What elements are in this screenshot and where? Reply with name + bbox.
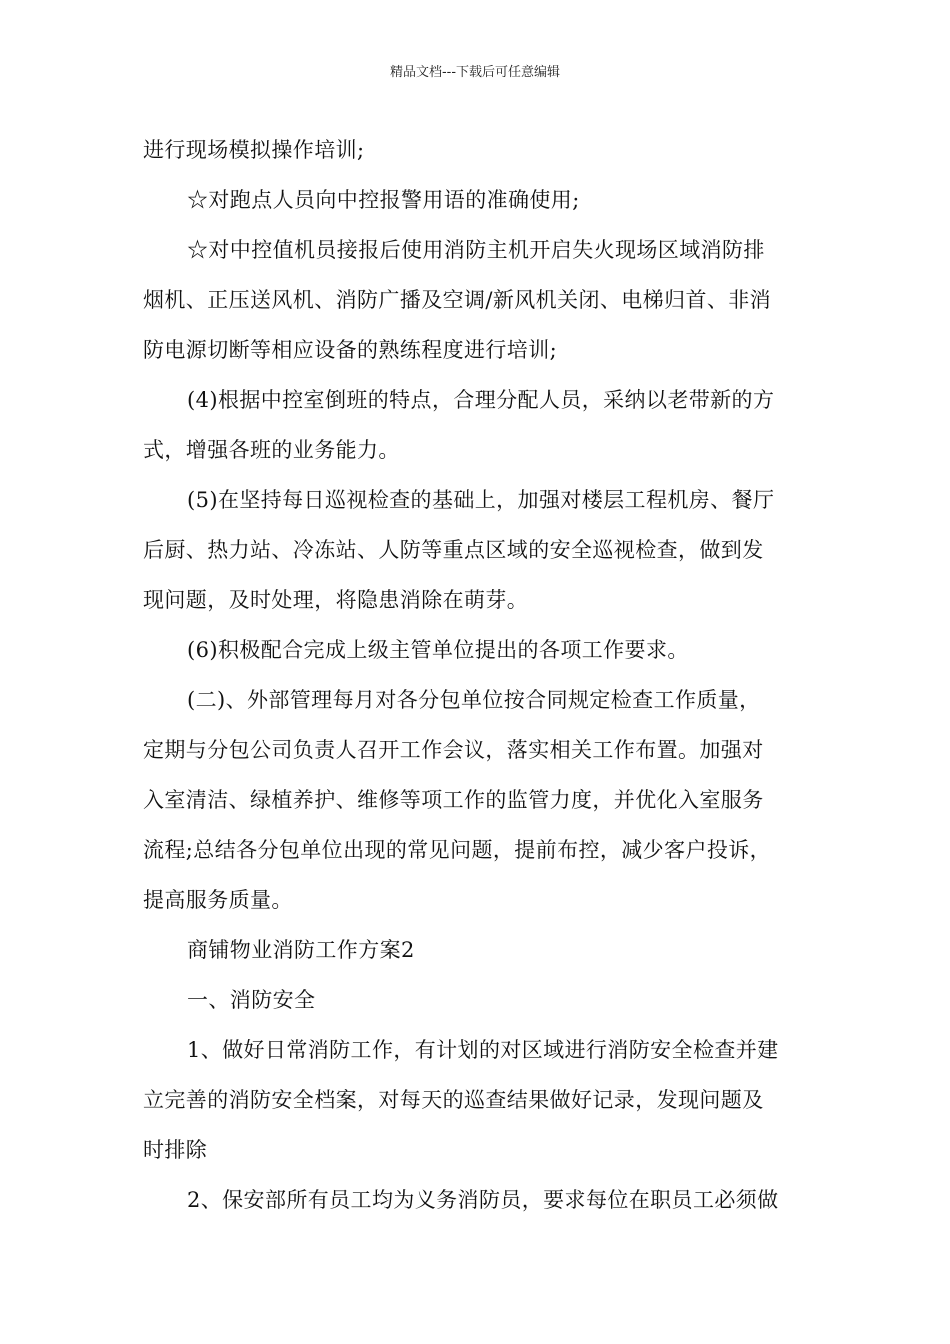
text-line: (二)、外部管理每月对各分包单位按合同规定检查工作质量， bbox=[187, 688, 761, 712]
text-line: ☆对中控值机员接报后使用消防主机开启失火现场区域消防排 bbox=[187, 238, 765, 262]
text-line: 入室清洁、绿植养护、维修等项工作的监管力度，并优化入室服务 bbox=[143, 788, 764, 812]
text-line: 提高服务质量。 bbox=[143, 888, 293, 912]
text-line: 烟机、正压送风机、消防广播及空调/新风机关闭、电梯归首、非消 bbox=[143, 288, 772, 312]
text-line: (5)在坚持每日巡视检查的基础上，加强对楼层工程机房、餐厅 bbox=[187, 488, 775, 512]
text-line: 时排除 bbox=[143, 1138, 208, 1162]
text-line: 立完善的消防安全档案，对每天的巡查结果做好记录，发现问题及 bbox=[143, 1088, 764, 1112]
text-line: 后厨、热力站、冷冻站、人防等重点区域的安全巡视检查，做到发 bbox=[143, 538, 764, 562]
section-title: 商铺物业消防工作方案2 bbox=[187, 938, 415, 962]
text-line: ☆对跑点人员向中控报警用语的准确使用; bbox=[187, 188, 580, 212]
document-body bbox=[143, 125, 813, 1225]
text-line: (6)积极配合完成上级主管单位提出的各项工作要求。 bbox=[187, 638, 689, 662]
text-line: 现问题，及时处理，将隐患消除在萌芽。 bbox=[143, 588, 529, 612]
text-line: (4)根据中控室倒班的特点，合理分配人员，采纳以老带新的方 bbox=[187, 388, 775, 412]
text-line: 1、做好日常消防工作，有计划的对区域进行消防安全检查并建 bbox=[187, 1038, 779, 1062]
text-line: 2、保安部所有员工均为义务消防员，要求每位在职员工必须做 bbox=[187, 1188, 779, 1212]
text-line: 防电源切断等相应设备的熟练程度进行培训; bbox=[143, 338, 558, 362]
text-line: 定期与分包公司负责人召开工作会议，落实相关工作布置。加强对 bbox=[143, 738, 764, 762]
text-line: 式，增强各班的业务能力。 bbox=[143, 438, 400, 462]
text-line: 流程;总结各分包单位出现的常见问题，提前布控，减少客户投诉， bbox=[143, 838, 772, 862]
section-heading: 一、消防安全 bbox=[187, 988, 316, 1012]
page-header: 精品文档---下载后可任意编辑 bbox=[389, 65, 561, 80]
text-line: 进行现场模拟操作培训; bbox=[143, 138, 365, 162]
